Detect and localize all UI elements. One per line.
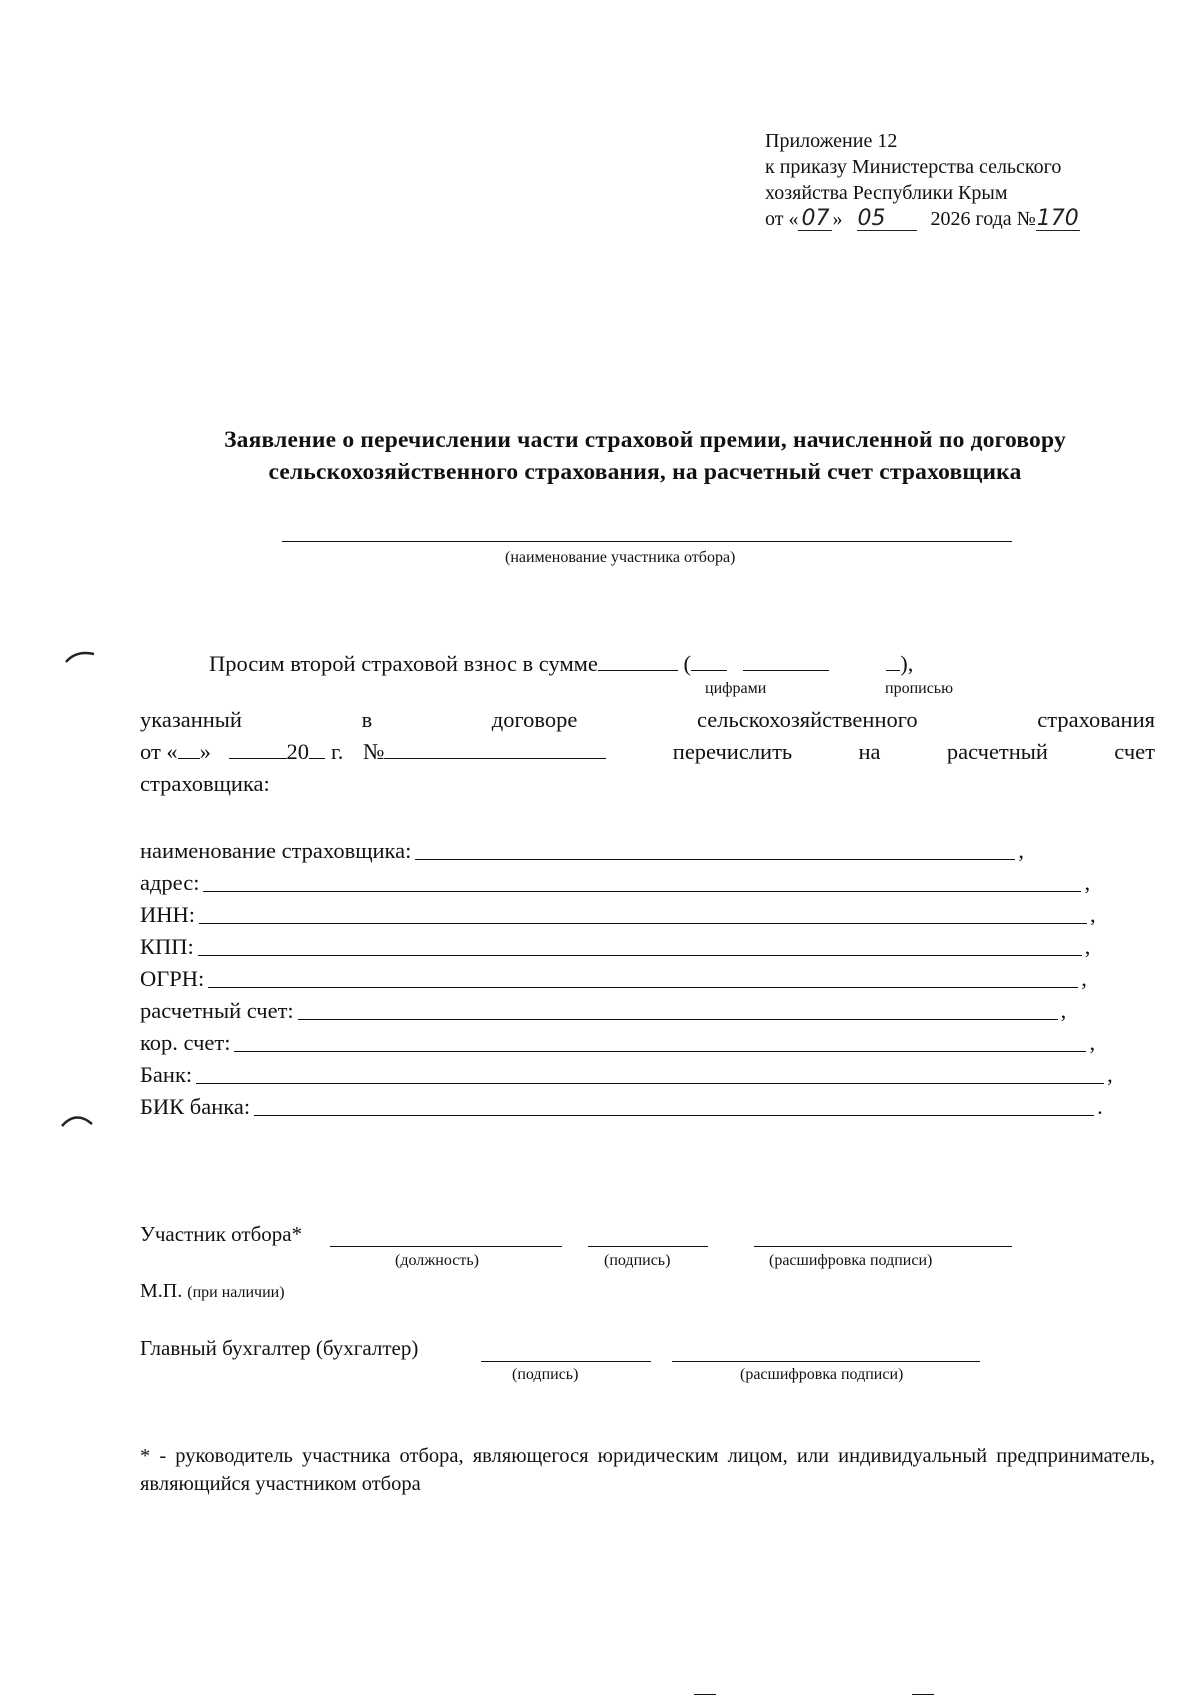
contract-number-field[interactable] (384, 757, 606, 759)
field-end: , (1107, 1062, 1113, 1087)
scan-mark-left (694, 1694, 716, 1695)
word-indicated: указанный (140, 707, 242, 732)
handwritten-order-number: 170 (1036, 206, 1079, 231)
participant-caption: (наименование участника отбора) (505, 549, 736, 566)
seal-note: (при наличии) (187, 1284, 285, 1301)
word-insurance: страхования (1037, 707, 1155, 732)
field-label: ИНН: (140, 902, 195, 927)
field-label: кор. счет: (140, 1030, 231, 1055)
order-year: 2026 года № (930, 208, 1036, 230)
contract-day-field[interactable] (178, 757, 200, 759)
kpp-input[interactable] (198, 955, 1082, 956)
field-label: БИК банка: (140, 1094, 251, 1119)
field-end: , (1018, 838, 1025, 863)
field-label: КПП: (140, 934, 194, 959)
handwritten-month: 05 (857, 208, 917, 231)
accountant-signature-line[interactable] (481, 1361, 651, 1362)
contract-line (140, 707, 1155, 733)
field-bik (140, 1094, 1103, 1120)
inn-input[interactable] (199, 923, 1087, 924)
field-kpp (140, 934, 1090, 960)
acc-caption-signature: (подпись) (512, 1366, 579, 1383)
field-end: , (1089, 1030, 1096, 1055)
seal-line (140, 1280, 285, 1303)
date-quote-close: » (199, 739, 211, 764)
scan-mark-right (912, 1694, 934, 1695)
participant-decode-line[interactable] (754, 1246, 1012, 1247)
field-end: , (1084, 870, 1091, 895)
word-agricultural: сельскохозяйственного (696, 707, 918, 732)
field-end: . (1097, 1094, 1103, 1119)
insurer-label: страховщика: (140, 771, 270, 796)
title-line-1: Заявление о перечислении части страховой премии, начисленной по договору (224, 427, 1066, 453)
acc-caption-decode: (расшифровка подписи) (740, 1366, 904, 1383)
caption-digits: цифрами (705, 680, 767, 697)
field-label: адрес: (140, 870, 200, 895)
word-settlement: расчетный (946, 739, 1048, 764)
appendix-header (765, 128, 1185, 232)
date-prefix: от « (765, 208, 799, 230)
participant-position-line[interactable] (330, 1246, 562, 1247)
field-end: , (1060, 998, 1067, 1023)
field-correspondent-account (140, 1030, 1095, 1056)
field-end: , (1090, 902, 1096, 927)
field-address (140, 870, 1090, 896)
appendix-number: Приложение 12 (765, 130, 898, 152)
date-quote: » (832, 208, 843, 230)
seal-label: М.П. (140, 1280, 183, 1302)
margin-mark-top (64, 648, 98, 666)
field-label: ОГРН: (140, 966, 205, 991)
ministry-name: хозяйства Республики Крым (765, 182, 1008, 204)
contract-date-line (140, 739, 1155, 765)
amount-words-field-2[interactable] (743, 669, 829, 671)
caption-signature: (подпись) (604, 1252, 671, 1269)
order-date-line (765, 206, 1185, 232)
ogrn-input[interactable] (208, 987, 1078, 988)
amount-words-field-3[interactable] (886, 669, 900, 671)
bik-input[interactable] (254, 1115, 1094, 1116)
address-input[interactable] (203, 891, 1081, 892)
year-abbrev: г. (331, 739, 344, 764)
order-reference: к приказу Министерства сельского (765, 156, 1062, 178)
field-end: , (1084, 934, 1091, 959)
close-paren: ), (900, 651, 914, 676)
caption-decode: (расшифровка подписи) (769, 1252, 933, 1269)
bank-input[interactable] (196, 1083, 1104, 1084)
number-sign: № (363, 739, 385, 764)
field-label: Банк: (140, 1062, 193, 1087)
title-line-2: сельскохозяйственного страхования, на расчетный счет страховщика (268, 459, 1022, 485)
word-transfer: перечислить (672, 739, 793, 764)
field-ogrn (140, 966, 1087, 992)
century-20: 20 (286, 739, 310, 764)
document-title (130, 424, 1160, 488)
correspondent-account-input[interactable] (234, 1051, 1086, 1052)
margin-mark-bottom (60, 1108, 94, 1130)
request-text: Просим второй страховой взнос в сумме (209, 651, 598, 676)
caption-position: (должность) (395, 1252, 479, 1269)
field-settlement-account (140, 998, 1066, 1024)
word-to: на (858, 739, 881, 764)
word-account: счет (1114, 739, 1155, 764)
contract-month-field[interactable] (229, 757, 287, 759)
settlement-account-input[interactable] (298, 1019, 1058, 1020)
field-inn (140, 902, 1096, 928)
amount-digits-field[interactable] (598, 669, 678, 671)
field-label: расчетный счет: (140, 998, 294, 1023)
field-insurer-name (140, 838, 1160, 864)
caption-words: прописью (885, 680, 954, 697)
participant-name-line[interactable] (282, 541, 1012, 542)
footnote: * - руководитель участника отбора, являющегося юридическим лицом, или индивидуальный предприниматель, являющийся участником отбора (140, 1445, 1155, 1495)
word-contract: договоре (491, 707, 578, 732)
open-paren: ( (683, 651, 692, 676)
accountant-label: Главный бухгалтер (бухгалтер) (140, 1336, 419, 1360)
participant-signature-label: Участник отбора* (140, 1222, 303, 1246)
field-label: наименование страховщика: (140, 838, 412, 863)
participant-signature-line[interactable] (588, 1246, 708, 1247)
request-line (209, 651, 913, 677)
date-from: от « (140, 739, 178, 764)
field-end: , (1081, 966, 1087, 991)
contract-year-field[interactable] (309, 757, 325, 759)
word-in: в (361, 707, 373, 732)
accountant-decode-line[interactable] (672, 1361, 980, 1362)
amount-words-field-1[interactable] (691, 669, 727, 671)
handwritten-day: 07 (798, 208, 832, 231)
field-bank (140, 1062, 1113, 1088)
insurer-name-input[interactable] (415, 859, 1015, 860)
